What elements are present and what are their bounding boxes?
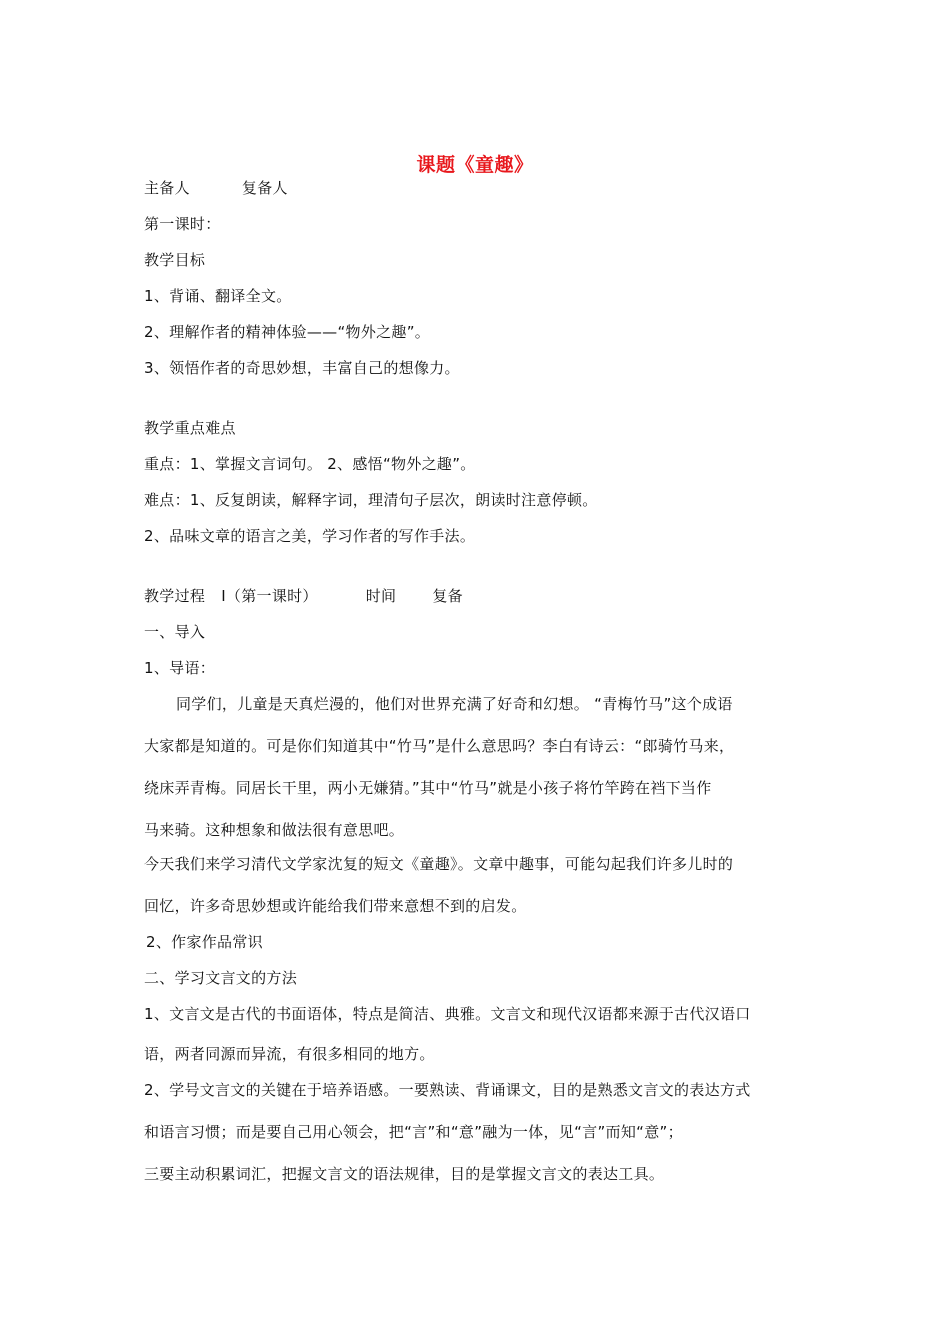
list-item: 2、作家作品常识 xyxy=(146,933,263,951)
difficult-points-2: 2、品味文章的语言之美，学习作者的写作手法。 xyxy=(144,527,476,545)
paragraph-line: 1、文言文是古代的书面语体，特点是简洁、典雅。文言文和现代汉语都来源于古代汉语口 xyxy=(144,1005,751,1023)
process-line xyxy=(144,586,463,606)
process-period: I（第一课时） xyxy=(221,587,318,605)
process-time: 时间 xyxy=(365,587,397,605)
process-label: 教学过程 xyxy=(144,587,206,605)
paragraph-line: 马来骑。这种想象和做法很有意思吧。 xyxy=(144,821,405,839)
paragraph-line: 和语言习惯；而是要自己用心领会，把“言”和“意”融为一体，见“言”而知“意”； xyxy=(144,1123,683,1141)
goals-heading: 教学目标 xyxy=(144,251,206,269)
paragraph-line: 今天我们来学习清代文学家沈复的短文《童趣》。文章中趣事，可能勾起我们许多儿时的 xyxy=(144,855,734,873)
key-heading: 教学重点难点 xyxy=(144,419,236,437)
intro-label: 1、导语： xyxy=(144,659,216,677)
difficult-points: 难点：1、反复朗读，解释字词，理清句子层次，朗读时注意停顿。 xyxy=(144,491,598,509)
key-points: 重点：1、掌握文言词句。 2、感悟“物外之趣”。 xyxy=(144,455,476,473)
process-review: 复备 xyxy=(432,587,463,605)
paragraph-line: 回忆，许多奇思妙想或许能给我们带来意想不到的启发。 xyxy=(144,897,527,915)
goal-item: 3、领悟作者的奇思妙想，丰富自己的想像力。 xyxy=(144,359,460,377)
paragraph-line: 大家都是知道的。可是你们知道其中“竹马”是什么意思吗？李白有诗云：“郎骑竹马来， xyxy=(144,737,735,755)
goal-item: 2、理解作者的精神体验——“物外之趣”。 xyxy=(144,323,431,341)
document-title: 课题《童趣》 xyxy=(416,154,534,176)
section-heading: 一、导入 xyxy=(144,623,206,641)
section-heading: 二、学习文言文的方法 xyxy=(144,969,298,987)
co-preparer-label: 复备人 xyxy=(241,179,288,197)
lesson-label: 第一课时： xyxy=(144,215,221,233)
goal-item: 1、背诵、翻译全文。 xyxy=(144,287,292,305)
paragraph-line: 2、学号文言文的关键在于培养语感。一要熟读、背诵课文，目的是熟悉文言文的表达方式 xyxy=(144,1081,751,1099)
main-preparer-label: 主备人 xyxy=(144,179,190,197)
paragraph-line: 绕床弄青梅。同居长干里，两小无嫌猜。”其中“竹马”就是小孩子将竹竿跨在裆下当作 xyxy=(144,779,712,797)
paragraph-line: 三要主动积累词汇，把握文言文的语法规律，目的是掌握文言文的表达工具。 xyxy=(144,1165,665,1183)
paragraph-line: 语，两者同源而异流，有很多相同的地方。 xyxy=(144,1045,435,1063)
paragraph-line: 同学们，儿童是天真烂漫的，他们对世界充满了好奇和幻想。 “青梅竹马”这个成语 xyxy=(176,695,733,713)
preparers-line xyxy=(144,178,288,198)
